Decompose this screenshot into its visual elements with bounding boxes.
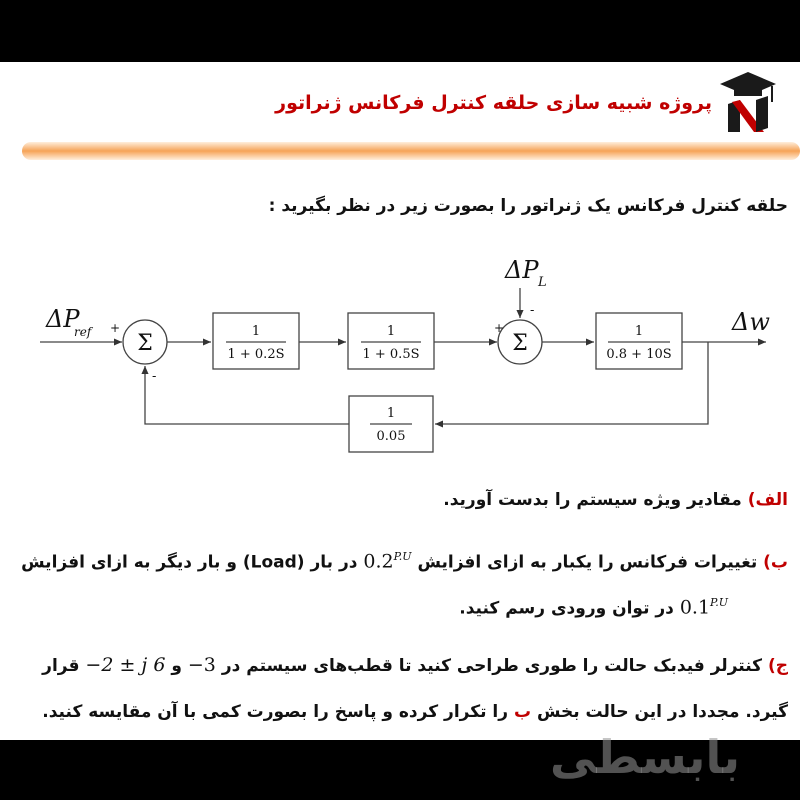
watermark: بابسطی bbox=[550, 730, 740, 784]
sum2-minus-sign: - bbox=[530, 303, 535, 318]
item-b-value2: $0.1^{P.U}$ bbox=[679, 596, 728, 619]
item-b-load: (Load) bbox=[242, 552, 305, 573]
item-b-line2 bbox=[459, 596, 728, 618]
block-2-den: 1 + 0.5S bbox=[362, 347, 420, 362]
header-divider bbox=[22, 142, 800, 160]
feedback-path-left bbox=[145, 366, 349, 424]
input-subscript: ref bbox=[74, 325, 92, 339]
item-a-text: مقادیر ویژه سیستم را بدست آورید. bbox=[443, 490, 742, 510]
block-3-den: 0.8 + 10S bbox=[606, 347, 672, 362]
sum2-plus-sign: + bbox=[494, 321, 505, 335]
page-title: پروژه شبیه سازی حلقه کنترل فرکانس ژنراتور bbox=[275, 92, 712, 114]
item-b-text1: تغییرات فرکانس را یکبار به ازای افزایش bbox=[417, 552, 758, 573]
load-subscript: L bbox=[538, 275, 547, 290]
output-label: Δw bbox=[732, 308, 770, 336]
item-c-text1: کنترلر فیدبک حالت را طوری طراحی کنید تا قطب‌های سیستم در bbox=[221, 656, 763, 676]
sum-symbol-1: Σ bbox=[137, 331, 153, 356]
graduation-cap-n-logo-icon bbox=[718, 70, 778, 134]
item-a-label: الف) bbox=[747, 490, 788, 510]
item-c-ref: ب bbox=[513, 702, 532, 722]
sum1-minus-sign: - bbox=[152, 369, 157, 384]
block-fb-den: 0.05 bbox=[376, 429, 406, 444]
item-b-value1: $0.2^{P.U}$ bbox=[363, 550, 412, 573]
block-diagram bbox=[0, 252, 800, 462]
item-b-label: ب) bbox=[763, 552, 788, 573]
block-3-num: 1 bbox=[634, 324, 644, 339]
item-b-text2: در بار bbox=[310, 552, 358, 573]
item-c-text4: را تکرار کرده و پاسخ را بصورت کمی با آن مقایسه کنید. bbox=[42, 702, 509, 722]
item-c-label: ج) bbox=[767, 656, 788, 676]
item-b-line1 bbox=[21, 550, 788, 572]
item-a bbox=[443, 490, 788, 510]
intro-text: حلقه کنترل فرکانس یک ژنراتور را بصورت زیر در نظر بگیرید : bbox=[268, 196, 788, 216]
item-c-line2 bbox=[42, 702, 788, 722]
item-c-text3: گیرد. مجددا در این حالت بخش bbox=[536, 702, 788, 722]
item-c-line1 bbox=[42, 654, 788, 676]
item-c-and: و bbox=[171, 656, 182, 676]
block-2-num: 1 bbox=[386, 324, 396, 339]
sum1-plus-sign: + bbox=[110, 321, 121, 335]
item-c-pole2: −2 ± j 6 bbox=[85, 654, 166, 676]
input-label: ΔP bbox=[46, 305, 80, 333]
slide bbox=[0, 62, 800, 740]
item-b-text4: در توان ورودی رسم کنید. bbox=[459, 598, 674, 619]
load-label: ΔP bbox=[505, 256, 539, 284]
item-c-text2: قرار bbox=[42, 656, 80, 676]
block-1-num: 1 bbox=[251, 324, 261, 339]
block-1-den: 1 + 0.2S bbox=[227, 347, 285, 362]
block-fb-num: 1 bbox=[386, 406, 396, 421]
item-b-text3: و بار دیگر به ازای افزایش bbox=[21, 552, 237, 573]
item-c-pole1: −3 bbox=[187, 654, 216, 676]
sum-symbol-2: Σ bbox=[512, 331, 528, 356]
